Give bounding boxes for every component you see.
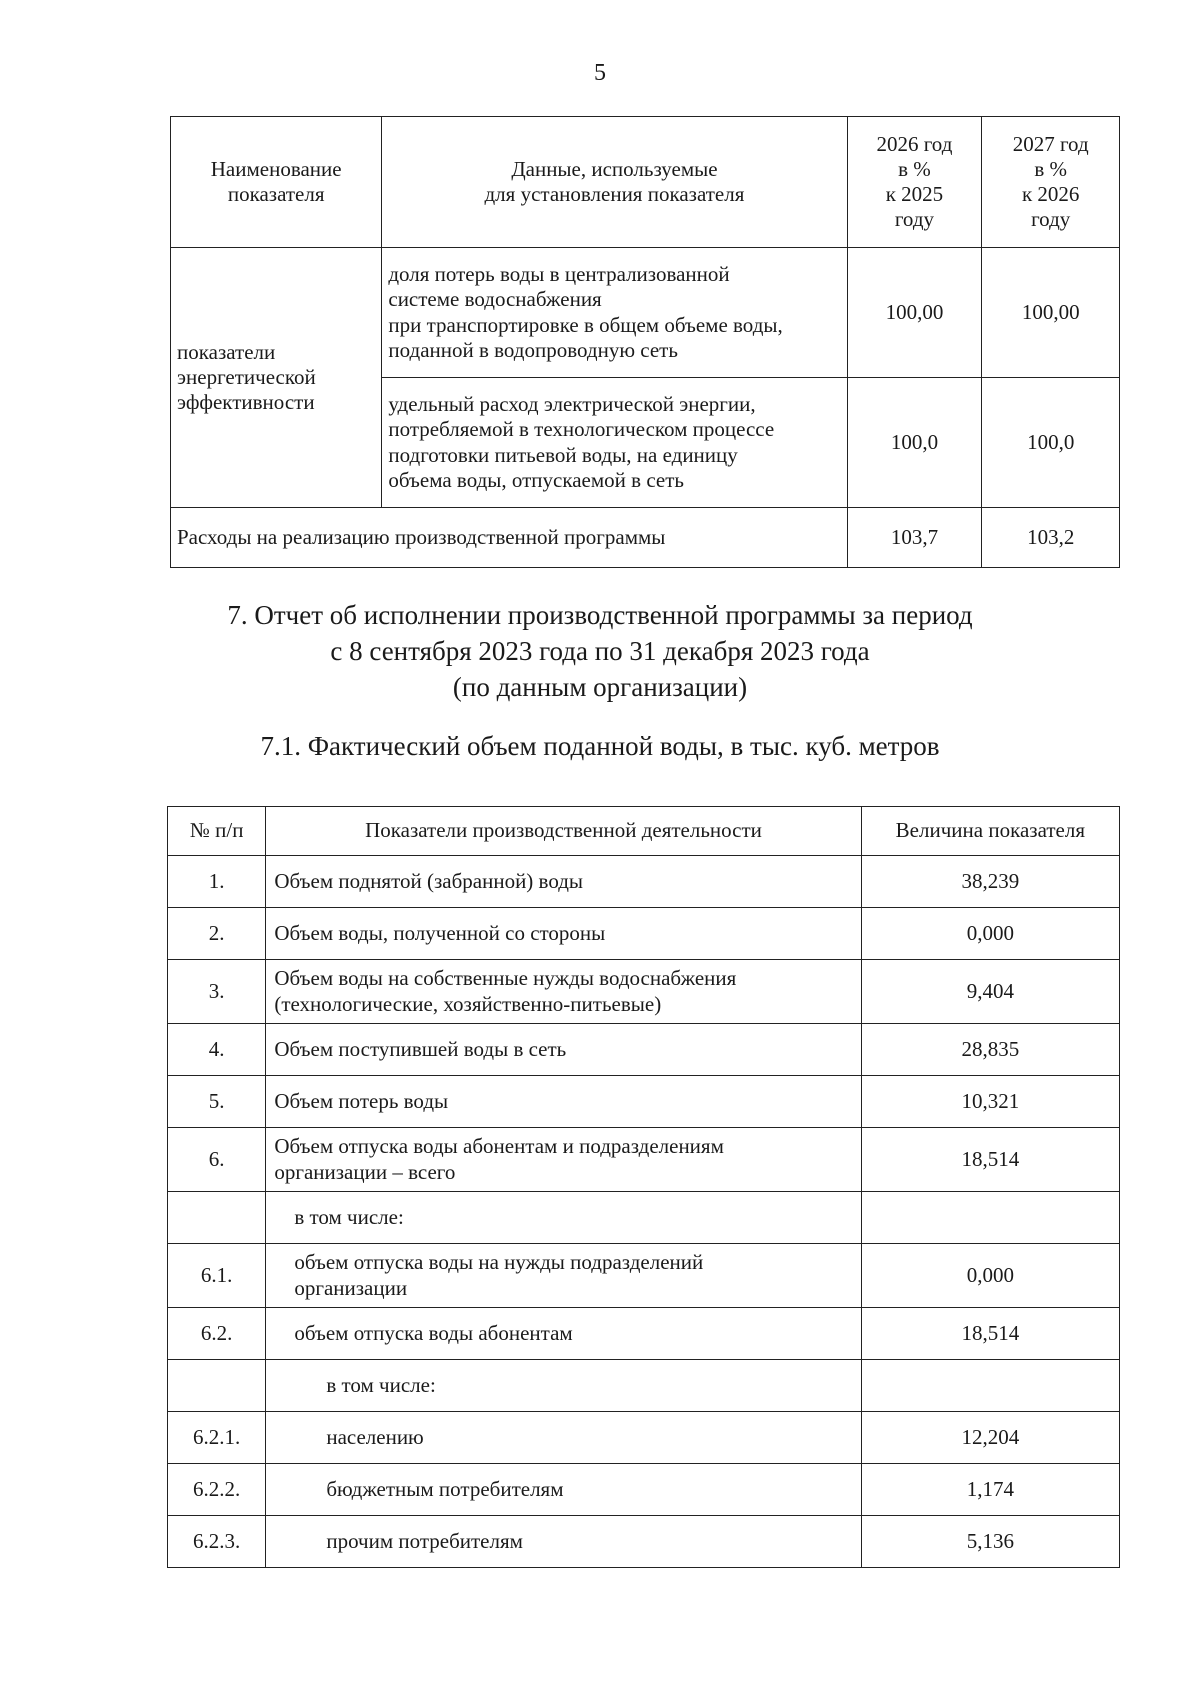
row-value (861, 1192, 1119, 1244)
row-value: 0,000 (861, 908, 1119, 960)
section-7-1-title: 7.1. Фактический объем поданной воды, в тыс. куб. метров (260, 731, 940, 761)
table-row (168, 1308, 1120, 1360)
header-index: № п/п (168, 807, 266, 856)
row-indicator: Объем поднятой (забранной) воды (266, 856, 861, 908)
row-indicator: объем отпуска воды абонентам (266, 1308, 861, 1360)
header-2027: 2027 год в % к 2026 году (982, 117, 1120, 248)
row-value: 12,204 (861, 1412, 1119, 1464)
row-indicator: в том числе: (266, 1360, 861, 1412)
table-row (168, 1464, 1120, 1516)
row-indicator: Объем поступившей воды в сеть (266, 1024, 861, 1076)
row-value: 0,000 (861, 1244, 1119, 1308)
row-value: 5,136 (861, 1516, 1119, 1568)
row-indicator: бюджетным потребителям (266, 1464, 861, 1516)
row-value-2027: 100,00 (982, 248, 1120, 378)
section-7-title: 7. Отчет об исполнении производственной программы за период с 8 сентября 2023 года по 31 декабря 2023 года (по данным организации) (227, 600, 973, 702)
row-index (168, 1360, 266, 1412)
row-index: 3. (168, 960, 266, 1024)
row-index: 4. (168, 1024, 266, 1076)
row-indicator: объем отпуска воды на нужды подразделений организации (266, 1244, 861, 1308)
row-value: 28,835 (861, 1024, 1119, 1076)
header-indicator: Показатели производственной деятельности (266, 807, 861, 856)
water-volume-table (167, 806, 1120, 1568)
row-index: 2. (168, 908, 266, 960)
row-index: 6.1. (168, 1244, 266, 1308)
row-value: 18,514 (861, 1308, 1119, 1360)
row-indicator: прочим потребителям (266, 1516, 861, 1568)
header-value: Величина показателя (861, 807, 1119, 856)
table2-header-row (168, 807, 1120, 856)
table-row (168, 908, 1120, 960)
expenses-value-2027: 103,2 (982, 508, 1120, 568)
row-data-text: удельный расход электрической энергии, потребляемой в технологическом процессе подготовки питьевой воды, на единицу объема воды, отпускаемой в сеть (382, 378, 847, 508)
row-indicator: Объем отпуска воды абонентам и подразделениям организации – всего (266, 1128, 861, 1192)
row-index: 6.2.1. (168, 1412, 266, 1464)
row-index: 6.2.2. (168, 1464, 266, 1516)
row-value: 18,514 (861, 1128, 1119, 1192)
row-indicator: в том числе: (266, 1192, 861, 1244)
expenses-label: Расходы на реализацию производственной программы (171, 508, 848, 568)
row-index: 1. (168, 856, 266, 908)
table-row (168, 1244, 1120, 1308)
header-indicator-name: Наименование показателя (171, 117, 382, 248)
row-value-2026: 100,00 (847, 248, 982, 378)
row-indicator: населению (266, 1412, 861, 1464)
table1-row (171, 248, 1120, 378)
row-value-2027: 100,0 (982, 378, 1120, 508)
group-name-energy-efficiency: показатели энергетической эффективности (171, 248, 382, 508)
table-row (168, 1360, 1120, 1412)
table-row (168, 960, 1120, 1024)
row-value: 1,174 (861, 1464, 1119, 1516)
table-row (168, 1076, 1120, 1128)
header-2026: 2026 год в % к 2025 году (847, 117, 982, 248)
row-value: 38,239 (861, 856, 1119, 908)
row-data-text: доля потерь воды в централизованной системе водоснабжения при транспортировке в общем объеме воды, поданной в водопроводную сеть (382, 248, 847, 378)
row-value (861, 1360, 1119, 1412)
table-row (168, 1024, 1120, 1076)
header-source-data: Данные, используемые для установления показателя (382, 117, 847, 248)
row-value: 10,321 (861, 1076, 1119, 1128)
page-number: 5 (594, 60, 606, 86)
row-index: 5. (168, 1076, 266, 1128)
table-row (168, 1192, 1120, 1244)
row-indicator: Объем потерь воды (266, 1076, 861, 1128)
table1-expenses-row (171, 508, 1120, 568)
efficiency-indicators-table (170, 116, 1120, 568)
row-indicator: Объем воды на собственные нужды водоснабжения (технологические, хозяйственно-питьевые) (266, 960, 861, 1024)
row-value: 9,404 (861, 960, 1119, 1024)
table-row (168, 1412, 1120, 1464)
table-row (168, 856, 1120, 908)
expenses-value-2026: 103,7 (847, 508, 982, 568)
table1-header-row (171, 117, 1120, 248)
table-row (168, 1128, 1120, 1192)
table-row (168, 1516, 1120, 1568)
row-index: 6.2. (168, 1308, 266, 1360)
row-value-2026: 100,0 (847, 378, 982, 508)
row-index: 6. (168, 1128, 266, 1192)
row-index (168, 1192, 266, 1244)
row-index: 6.2.3. (168, 1516, 266, 1568)
row-indicator: Объем воды, полученной со стороны (266, 908, 861, 960)
